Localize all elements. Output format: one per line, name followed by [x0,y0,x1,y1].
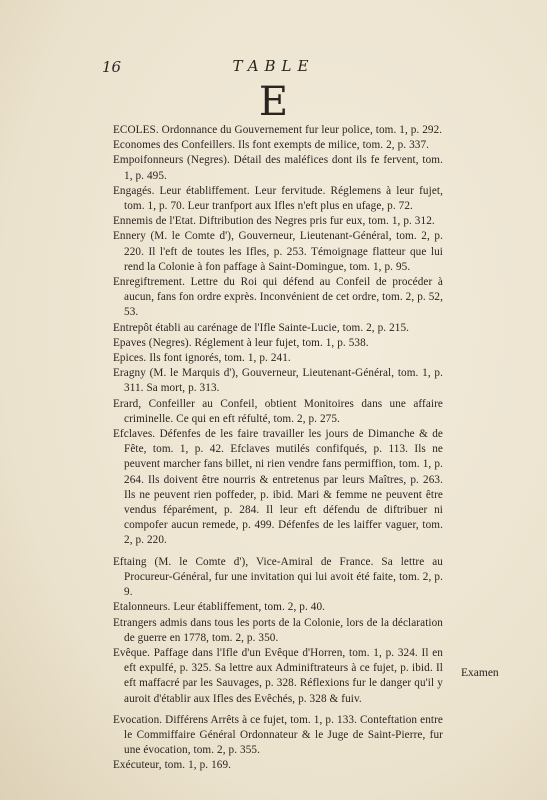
index-entry: Epaves (Negres). Réglement à leur fujet, tom. 1, p. 538. [113,336,369,349]
index-entry: Etalonneurs. Leur établiffement, tom. 2, p. 40. [113,601,326,614]
index-entries [113,123,443,774]
index-entry: Evocation. Différens Arrêts à ce fujet, tom. 1, p. 133. Conteftation entre le Commiffaire Général Ordonnateur & le Juge de Saint-Pierre, fur une évocation, tom. 2, p. 355. [113,713,443,757]
index-entry: Empoifonneurs (Negres). Détail des maléfices dont ils fe fervent, tom. 1, p. 495. [113,154,443,182]
index-entry: Exécuteur, tom. 1, p. 169. [113,759,232,772]
running-title: TABLE [232,57,315,75]
index-entry: Enregiftrement. Lettre du Roi qui défend au Confeil de procéder à aucun, fans fon ordre exprès. Inconvénient de cet ordre, tom. 2, p. 52, 53. [113,276,443,319]
index-entry: Efclaves. Défenfes de les faire travailler les jours de Dimanche & de Fête, tom. 1, p. 42. Efclaves mutilés confifqués, p. 113. Ils ne peuvent marcher fans billet, ni rien vendre fans permiffion, tom. 1, p. 264. Ils doivent être nourris & entretenus par leurs Maîtres, p. 263. Ils ne peuvent rien poffeder, p. ibid. Mari & femme ne peuvent être vendus féparément, p. 284. Il leur eft défendu de diftribuer ni compofer aucun remede, p. 499. Défenfes de les laiffer vaguer, tom. 2, p. 220. [113,428,443,547]
index-entry: Engagés. Leur établiffement. Leur fervitude. Réglemens à leur fujet, tom. 1, p. 70. Leur tranfport aux Ifles n'eft plus en ufage, p. 72. [113,184,443,213]
catchword: Examen [461,667,499,679]
index-entry: Evêque. Paffage dans l'Ifle d'un Evêque d'Horren, tom. 1, p. 324. Il en eft expulfé, p. 325. Sa lettre aux Adminiftrateurs à ce fujet, p. ibid. Il eft maffacré par les Sauvages, p. 328. Réflexions fur le danger qu'il y auroit d'établir aux Ifles des Evêchés, p. 328 & fuiv. [113,646,443,705]
index-entry: Eragny (M. le Marquis d'), Gouverneur, Lieutenant-Général, tom. 1, p. 311. Sa mort, p. 313. [113,367,443,395]
page-number: 16 [102,58,122,76]
index-entry: Epices. Ils font ignorés, tom. 1, p. 241. [113,352,291,365]
index-entry: Eftaing (M. le Comte d'), Vice-Amiral de France. Sa lettre au Procureur-Général, fur une invitation qui lui avoit été faite, tom. 2, p. 9. [113,555,443,599]
index-entry: Erard, Confeiller au Confeil, obtient Monitoires dans une affaire criminelle. Ce qui en eft réfulté, tom. 2, p. 275. [113,397,443,425]
index-entry: Entrepôt établi au carénage de l'Ifle Sainte-Lucie, tom. 2, p. 215. [113,321,410,334]
section-letter: E [258,79,289,125]
index-entry: ECOLES. Ordonnance du Gouvernement fur leur police, tom. 1, p. 292. [113,124,443,136]
index-entry: Economes des Confeillers. Ils font exempts de milice, tom. 2, p. 337. [113,139,430,152]
index-entry: Ennery (M. le Comte d'), Gouverneur, Lieutenant-Général, tom. 2, p. 220. Il l'eft de toutes les Ifles, p. 253. Témoignage flatteur que lui rend la Colonie à fon paffage à Saint-Domingue, tom. 1, p. 95. [113,230,443,273]
index-entry: Ennemis de l'Etat. Diftribution des Negres pris fur eux, tom. 1, p. 312. [113,215,435,228]
index-entry: Etrangers admis dans tous les ports de la Colonie, lors de la déclaration de guerre en 1778, tom. 2, p. 350. [113,616,443,644]
